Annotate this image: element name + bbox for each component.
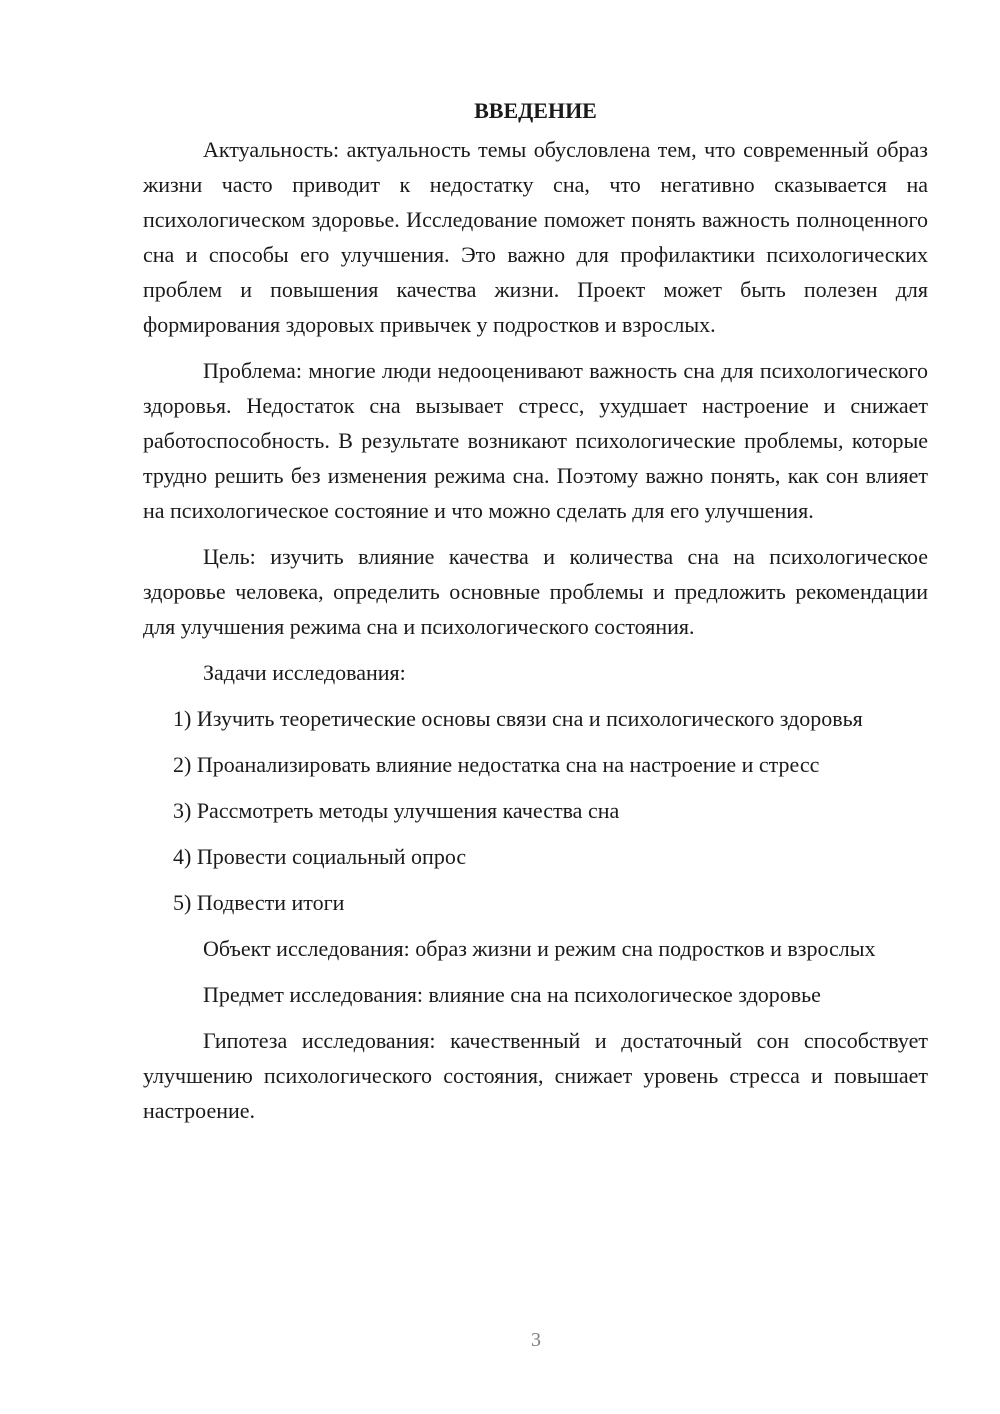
task-item-3: 3) Рассмотреть методы улучшения качества сна [173,798,620,823]
task-item-2: 2) Проанализировать влияние недостатка сна на настроение и стресс [173,752,820,777]
task-item-4: 4) Провести социальный опрос [173,844,467,869]
page-number: 3 [531,1329,541,1351]
tasks-heading: Задачи исследования: [203,660,406,685]
object-paragraph: Объект исследования: образ жизни и режим сна подростков и взрослых [203,936,876,961]
task-item-5: 5) Подвести итоги [173,890,345,915]
page-title: ВВЕДЕНИЕ [474,98,597,123]
task-item-1: 1) Изучить теоретические основы связи сна и психологического здоровья [173,706,863,731]
document-page [143,93,928,1139]
subject-paragraph: Предмет исследования: влияние сна на психологическое здоровье [203,982,821,1007]
problem-paragraph: Проблема: многие люди недооценивают важность сна для психологического здоровья. Недостаток сна вызывает стресс, ухудшает настроение и снижает работоспособность. В результате возникают психологические проблемы, которые трудно решить без изменения режима сна. Поэтому важно понять, как сон влияет на психологическое состояние и что можно сделать для его улучшения. [143,358,928,523]
hypothesis-paragraph: Гипотеза исследования: качественный и достаточный сон способствует улучшению психологического состояния, снижает уровень стресса и повышает настроение. [143,1028,928,1123]
relevance-paragraph: Актуальность: актуальность темы обусловлена тем, что современный образ жизни часто приводит к недостатку сна, что негативно сказывается на психологическом здоровье. Исследование поможет понять важность полноценного сна и способы его улучшения. Это важно для профилактики психологических проблем и повышения качества жизни. Проект может быть полезен для формирования здоровых привычек у подростков и взрослых. [143,137,928,337]
goal-paragraph: Цель: изучить влияние качества и количества сна на психологическое здоровье человека, определить основные проблемы и предложить рекомендации для улучшения режима сна и психологического состояния. [143,544,928,639]
